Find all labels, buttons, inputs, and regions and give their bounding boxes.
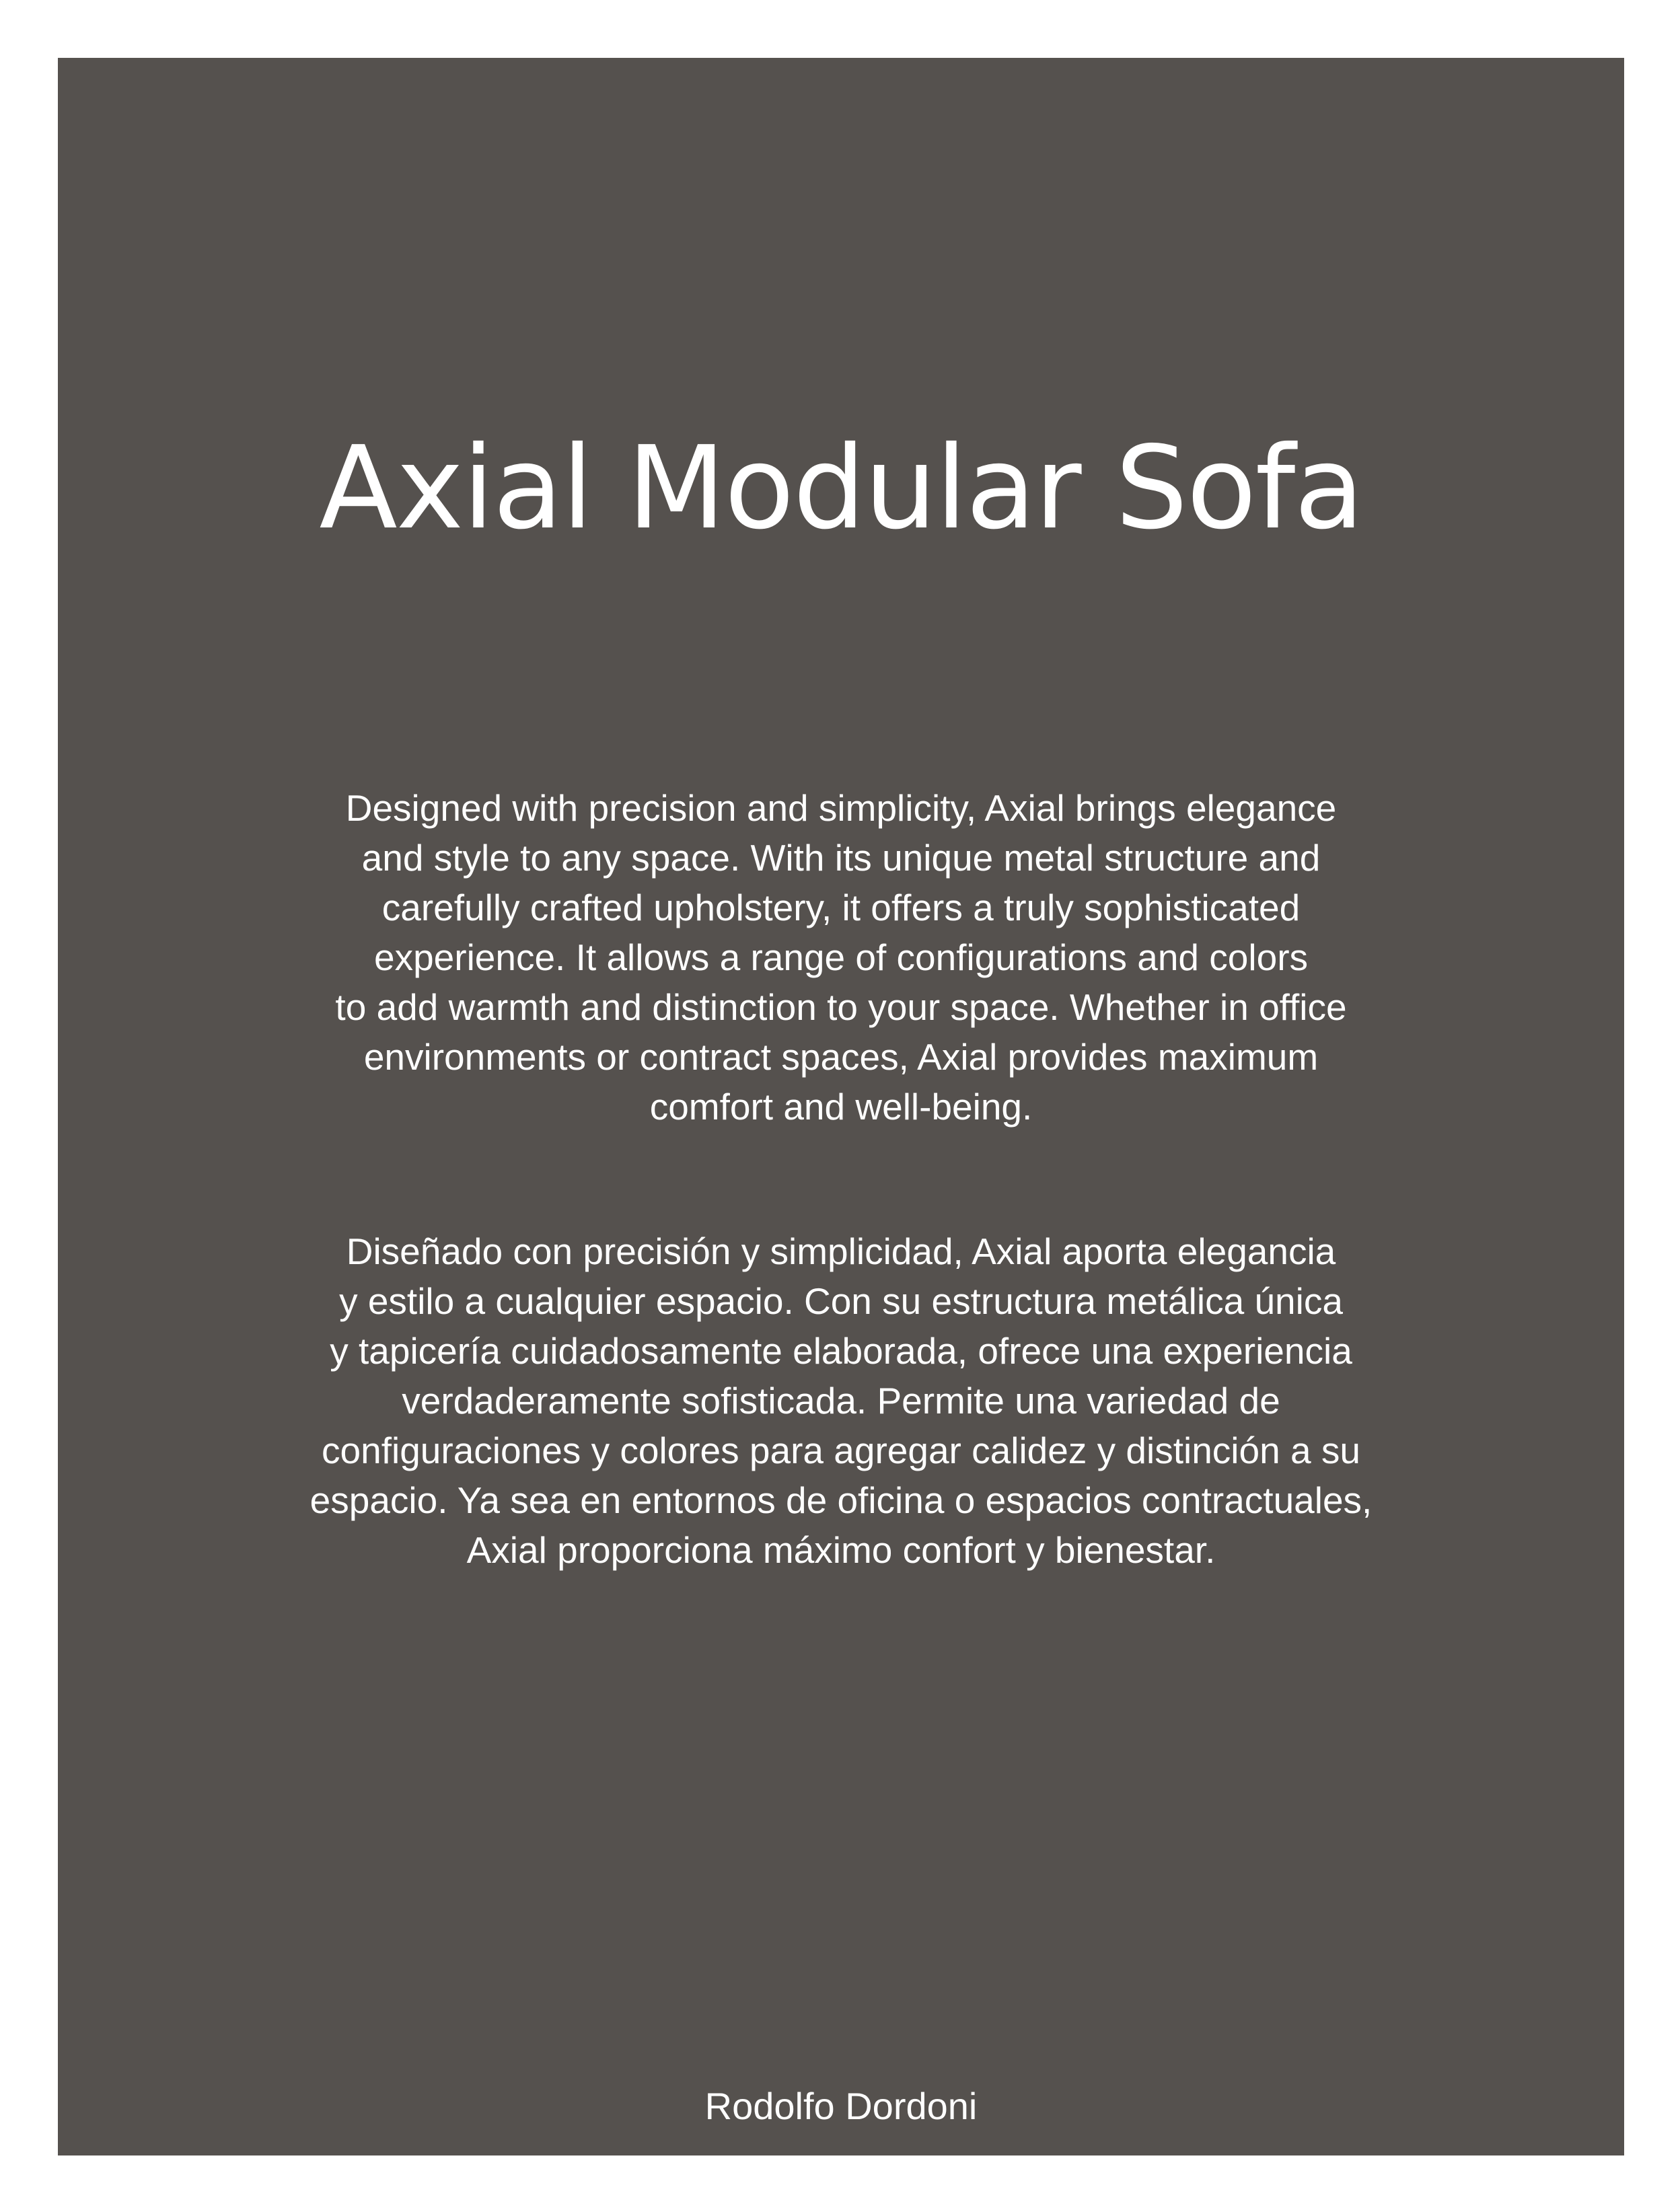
description-line: carefully crafted upholstery, it offers a truly sophisticated [381, 887, 1301, 928]
description-spanish [58, 1226, 1624, 1575]
description-english [58, 783, 1624, 1132]
description-line: y tapicería cuidadosamente elaborada, ofrece una experiencia [330, 1330, 1352, 1372]
description-line: Axial proporciona máximo confort y bienestar. [466, 1529, 1216, 1571]
description-line: configuraciones y colores para agregar calidez y distinción a su [322, 1430, 1360, 1471]
designer-name: Rodolfo Dordoni [704, 2085, 978, 2127]
description-line: Designed with precision and simplicity, Axial brings elegance [345, 787, 1337, 829]
description-line: verdaderamente sofisticada. Permite una variedad de [402, 1380, 1280, 1422]
description-line: Diseñado con precisión y simplicidad, Axial aporta elegancia [346, 1230, 1336, 1272]
cover-panel [58, 58, 1624, 2155]
description-line: experience. It allows a range of configurations and colors [373, 936, 1309, 978]
page-title: Axial Modular Sofa [319, 422, 1363, 555]
description-line: and style to any space. With its unique metal structure and [361, 837, 1321, 879]
description-line: y estilo a cualquier espacio. Con su estructura metálica única [339, 1280, 1343, 1322]
description-line: espacio. Ya sea en entornos de oficina o espacios contractuales, [309, 1479, 1373, 1521]
description-line: to add warmth and distinction to your space. Whether in office [335, 986, 1347, 1028]
description-line: environments or contract spaces, Axial provides maximum [363, 1036, 1319, 1078]
description-line: comfort and well-being. [649, 1086, 1033, 1128]
